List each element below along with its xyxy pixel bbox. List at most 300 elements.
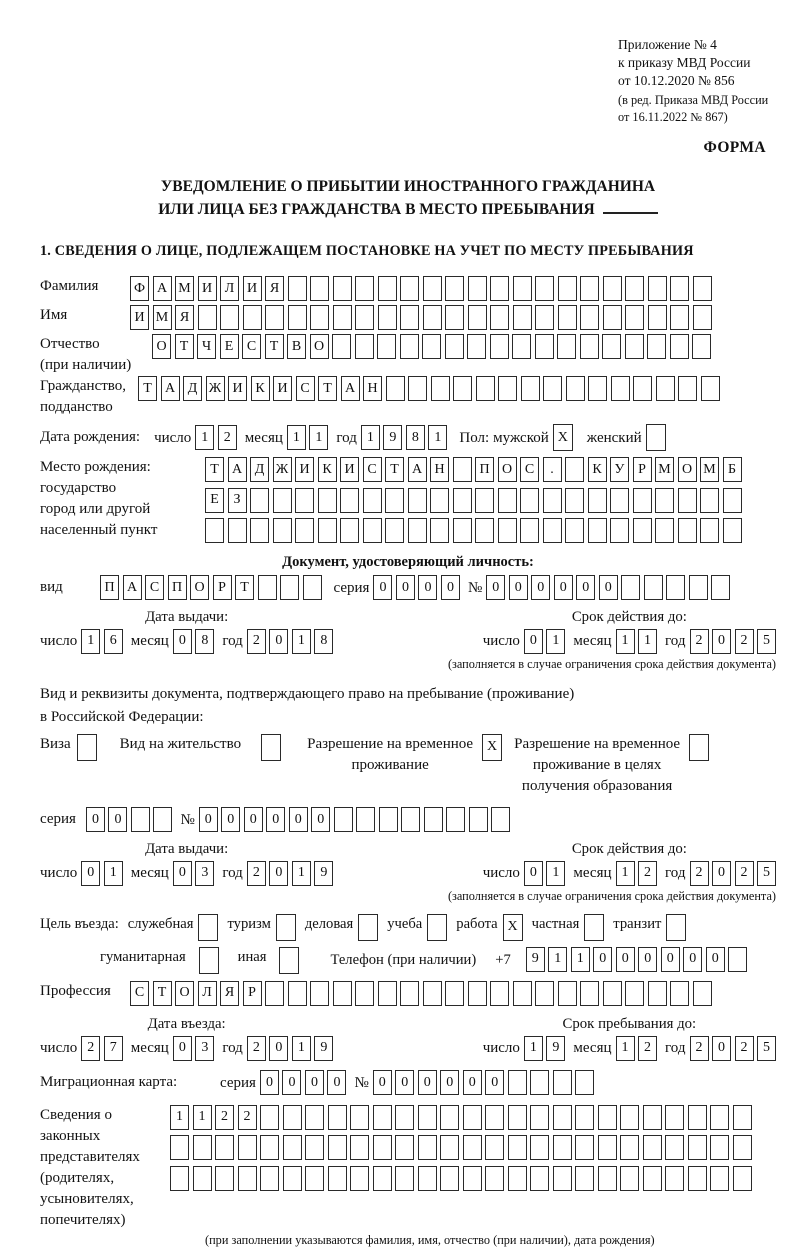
migration-series-cells[interactable] bbox=[260, 1070, 347, 1095]
birth-year-cells[interactable] bbox=[361, 425, 448, 450]
char-cell[interactable] bbox=[363, 518, 382, 543]
char-cell[interactable]: Т bbox=[153, 981, 172, 1006]
char-cell[interactable] bbox=[513, 276, 532, 301]
char-cell[interactable]: 1 bbox=[81, 629, 100, 654]
char-cell[interactable] bbox=[469, 807, 488, 832]
char-cell[interactable] bbox=[700, 488, 719, 513]
char-cell[interactable] bbox=[688, 1105, 707, 1130]
id-doc-issue-day[interactable] bbox=[81, 629, 123, 654]
char-cell[interactable]: 9 bbox=[526, 947, 545, 972]
char-cell[interactable]: Т bbox=[138, 376, 157, 401]
char-cell[interactable] bbox=[215, 1166, 234, 1191]
char-cell[interactable] bbox=[655, 488, 674, 513]
char-cell[interactable] bbox=[379, 807, 398, 832]
char-cell[interactable] bbox=[513, 981, 532, 1006]
char-cell[interactable] bbox=[693, 981, 712, 1006]
char-cell[interactable] bbox=[490, 276, 509, 301]
char-cell[interactable] bbox=[468, 276, 487, 301]
char-cell[interactable] bbox=[688, 1135, 707, 1160]
char-cell[interactable] bbox=[273, 518, 292, 543]
char-cell[interactable] bbox=[283, 1105, 302, 1130]
char-cell[interactable] bbox=[332, 334, 351, 359]
char-cell[interactable]: 0 bbox=[712, 861, 731, 886]
char-cell[interactable]: 1 bbox=[170, 1105, 189, 1130]
char-cell[interactable]: 0 bbox=[712, 1036, 731, 1061]
char-cell[interactable] bbox=[423, 276, 442, 301]
char-cell[interactable]: Ж bbox=[273, 457, 292, 482]
char-cell[interactable] bbox=[701, 376, 720, 401]
char-cell[interactable] bbox=[723, 518, 742, 543]
birth-day-cells[interactable] bbox=[195, 425, 237, 450]
birth-place-cells-row2[interactable] bbox=[205, 488, 742, 513]
char-cell[interactable] bbox=[700, 518, 719, 543]
char-cell[interactable]: X bbox=[503, 914, 523, 941]
char-cell[interactable] bbox=[602, 334, 621, 359]
char-cell[interactable]: 6 bbox=[104, 629, 123, 654]
residence-number-cells[interactable] bbox=[199, 807, 511, 832]
char-cell[interactable]: 1 bbox=[292, 629, 311, 654]
char-cell[interactable] bbox=[288, 981, 307, 1006]
char-cell[interactable] bbox=[543, 488, 562, 513]
char-cell[interactable] bbox=[295, 488, 314, 513]
char-cell[interactable] bbox=[350, 1166, 369, 1191]
char-cell[interactable] bbox=[530, 1135, 549, 1160]
id-doc-expiry-month[interactable] bbox=[616, 629, 658, 654]
char-cell[interactable]: Т bbox=[265, 334, 284, 359]
char-cell[interactable]: 2 bbox=[735, 1036, 754, 1061]
char-cell[interactable] bbox=[340, 488, 359, 513]
char-cell[interactable]: 2 bbox=[215, 1105, 234, 1130]
representatives-cells-row1[interactable] bbox=[170, 1105, 752, 1130]
char-cell[interactable] bbox=[193, 1135, 212, 1160]
char-cell[interactable]: 0 bbox=[554, 575, 573, 600]
char-cell[interactable] bbox=[670, 981, 689, 1006]
char-cell[interactable] bbox=[575, 1166, 594, 1191]
char-cell[interactable]: 0 bbox=[86, 807, 105, 832]
char-cell[interactable]: 2 bbox=[247, 1036, 266, 1061]
char-cell[interactable] bbox=[283, 1166, 302, 1191]
option-residence-permit-checkbox[interactable] bbox=[261, 734, 281, 761]
char-cell[interactable]: 2 bbox=[735, 861, 754, 886]
char-cell[interactable]: Е bbox=[220, 334, 239, 359]
char-cell[interactable]: 0 bbox=[638, 947, 657, 972]
char-cell[interactable]: С bbox=[130, 981, 149, 1006]
char-cell[interactable]: Ж bbox=[206, 376, 225, 401]
char-cell[interactable]: 0 bbox=[269, 861, 288, 886]
char-cell[interactable] bbox=[378, 981, 397, 1006]
char-cell[interactable] bbox=[535, 334, 554, 359]
char-cell[interactable] bbox=[476, 376, 495, 401]
char-cell[interactable]: 0 bbox=[418, 575, 437, 600]
purpose-business-checkbox[interactable] bbox=[358, 914, 378, 941]
char-cell[interactable]: . bbox=[543, 457, 562, 482]
char-cell[interactable] bbox=[318, 518, 337, 543]
char-cell[interactable]: Е bbox=[205, 488, 224, 513]
char-cell[interactable] bbox=[273, 488, 292, 513]
purpose-transit-checkbox[interactable] bbox=[666, 914, 686, 941]
char-cell[interactable]: Ч bbox=[197, 334, 216, 359]
char-cell[interactable] bbox=[445, 276, 464, 301]
char-cell[interactable] bbox=[258, 575, 277, 600]
char-cell[interactable] bbox=[647, 334, 666, 359]
char-cell[interactable] bbox=[603, 276, 622, 301]
char-cell[interactable]: 0 bbox=[260, 1070, 279, 1095]
char-cell[interactable]: 0 bbox=[463, 1070, 482, 1095]
char-cell[interactable] bbox=[440, 1105, 459, 1130]
char-cell[interactable] bbox=[378, 276, 397, 301]
char-cell[interactable]: О bbox=[678, 457, 697, 482]
char-cell[interactable] bbox=[418, 1166, 437, 1191]
char-cell[interactable] bbox=[295, 518, 314, 543]
char-cell[interactable]: 0 bbox=[486, 575, 505, 600]
char-cell[interactable] bbox=[198, 914, 218, 941]
char-cell[interactable]: 0 bbox=[524, 629, 543, 654]
char-cell[interactable]: 1 bbox=[292, 861, 311, 886]
char-cell[interactable]: И bbox=[228, 376, 247, 401]
char-cell[interactable] bbox=[475, 518, 494, 543]
char-cell[interactable] bbox=[386, 376, 405, 401]
id-doc-number-cells[interactable] bbox=[486, 575, 730, 600]
char-cell[interactable] bbox=[692, 334, 711, 359]
char-cell[interactable] bbox=[440, 1166, 459, 1191]
char-cell[interactable] bbox=[328, 1135, 347, 1160]
char-cell[interactable] bbox=[395, 1135, 414, 1160]
char-cell[interactable]: К bbox=[318, 457, 337, 482]
char-cell[interactable]: 1 bbox=[616, 861, 635, 886]
char-cell[interactable] bbox=[553, 1166, 572, 1191]
char-cell[interactable] bbox=[665, 1166, 684, 1191]
char-cell[interactable]: А bbox=[228, 457, 247, 482]
char-cell[interactable]: 0 bbox=[440, 1070, 459, 1095]
char-cell[interactable] bbox=[400, 981, 419, 1006]
char-cell[interactable] bbox=[445, 981, 464, 1006]
id-doc-issue-year[interactable] bbox=[247, 629, 334, 654]
char-cell[interactable] bbox=[733, 1105, 752, 1130]
char-cell[interactable] bbox=[644, 575, 663, 600]
char-cell[interactable] bbox=[440, 1135, 459, 1160]
char-cell[interactable] bbox=[513, 305, 532, 330]
char-cell[interactable] bbox=[463, 1105, 482, 1130]
char-cell[interactable]: 5 bbox=[757, 861, 776, 886]
id-doc-expiry-day[interactable] bbox=[524, 629, 566, 654]
char-cell[interactable]: 1 bbox=[548, 947, 567, 972]
char-cell[interactable]: Т bbox=[318, 376, 337, 401]
char-cell[interactable] bbox=[431, 376, 450, 401]
char-cell[interactable] bbox=[508, 1135, 527, 1160]
char-cell[interactable]: Р bbox=[243, 981, 262, 1006]
char-cell[interactable] bbox=[170, 1135, 189, 1160]
char-cell[interactable] bbox=[508, 1166, 527, 1191]
char-cell[interactable] bbox=[580, 305, 599, 330]
char-cell[interactable] bbox=[558, 305, 577, 330]
char-cell[interactable]: О bbox=[498, 457, 517, 482]
char-cell[interactable] bbox=[557, 334, 576, 359]
char-cell[interactable]: 1 bbox=[524, 1036, 543, 1061]
char-cell[interactable] bbox=[228, 518, 247, 543]
char-cell[interactable]: 2 bbox=[247, 861, 266, 886]
char-cell[interactable] bbox=[305, 1166, 324, 1191]
char-cell[interactable] bbox=[468, 305, 487, 330]
char-cell[interactable] bbox=[620, 1105, 639, 1130]
char-cell[interactable] bbox=[733, 1166, 752, 1191]
char-cell[interactable] bbox=[580, 334, 599, 359]
option-temp-residence-checkbox[interactable] bbox=[482, 734, 502, 761]
char-cell[interactable] bbox=[666, 575, 685, 600]
char-cell[interactable] bbox=[350, 1105, 369, 1130]
char-cell[interactable] bbox=[723, 488, 742, 513]
char-cell[interactable] bbox=[584, 914, 604, 941]
purpose-work-checkbox[interactable] bbox=[503, 914, 523, 941]
char-cell[interactable] bbox=[305, 1105, 324, 1130]
char-cell[interactable]: Р bbox=[213, 575, 232, 600]
char-cell[interactable]: 0 bbox=[683, 947, 702, 972]
char-cell[interactable]: 0 bbox=[173, 861, 192, 886]
char-cell[interactable]: 0 bbox=[311, 807, 330, 832]
id-doc-issue-month[interactable] bbox=[173, 629, 215, 654]
char-cell[interactable] bbox=[643, 1166, 662, 1191]
char-cell[interactable]: Я bbox=[175, 305, 194, 330]
char-cell[interactable] bbox=[305, 1135, 324, 1160]
char-cell[interactable] bbox=[553, 1135, 572, 1160]
entry-year[interactable] bbox=[247, 1036, 334, 1061]
char-cell[interactable] bbox=[288, 305, 307, 330]
char-cell[interactable]: 0 bbox=[282, 1070, 301, 1095]
char-cell[interactable] bbox=[485, 1105, 504, 1130]
residence-issue-month[interactable] bbox=[173, 861, 215, 886]
char-cell[interactable] bbox=[131, 807, 150, 832]
char-cell[interactable] bbox=[508, 1070, 527, 1095]
char-cell[interactable] bbox=[580, 276, 599, 301]
char-cell[interactable] bbox=[588, 376, 607, 401]
char-cell[interactable] bbox=[678, 488, 697, 513]
char-cell[interactable]: И bbox=[340, 457, 359, 482]
char-cell[interactable]: 0 bbox=[81, 861, 100, 886]
char-cell[interactable] bbox=[643, 1105, 662, 1130]
id-doc-series-cells[interactable] bbox=[373, 575, 460, 600]
char-cell[interactable]: М bbox=[700, 457, 719, 482]
char-cell[interactable]: 8 bbox=[195, 629, 214, 654]
char-cell[interactable] bbox=[670, 276, 689, 301]
char-cell[interactable]: 1 bbox=[571, 947, 590, 972]
phone-cells[interactable] bbox=[526, 947, 748, 972]
char-cell[interactable]: 0 bbox=[108, 807, 127, 832]
char-cell[interactable] bbox=[490, 981, 509, 1006]
residence-issue-year[interactable] bbox=[247, 861, 334, 886]
char-cell[interactable] bbox=[566, 376, 585, 401]
char-cell[interactable] bbox=[710, 1166, 729, 1191]
char-cell[interactable]: 0 bbox=[485, 1070, 504, 1095]
char-cell[interactable] bbox=[498, 488, 517, 513]
char-cell[interactable]: 0 bbox=[524, 861, 543, 886]
char-cell[interactable] bbox=[170, 1166, 189, 1191]
char-cell[interactable] bbox=[512, 334, 531, 359]
char-cell[interactable] bbox=[575, 1105, 594, 1130]
char-cell[interactable]: Л bbox=[220, 276, 239, 301]
char-cell[interactable] bbox=[553, 1070, 572, 1095]
profession-cells[interactable] bbox=[130, 981, 712, 1006]
char-cell[interactable] bbox=[535, 981, 554, 1006]
representatives-cells-row3[interactable] bbox=[170, 1166, 752, 1191]
char-cell[interactable] bbox=[646, 424, 666, 451]
char-cell[interactable] bbox=[565, 518, 584, 543]
char-cell[interactable] bbox=[260, 1135, 279, 1160]
char-cell[interactable]: П bbox=[475, 457, 494, 482]
stay-day[interactable] bbox=[524, 1036, 566, 1061]
char-cell[interactable]: И bbox=[273, 376, 292, 401]
char-cell[interactable] bbox=[334, 807, 353, 832]
char-cell[interactable] bbox=[655, 518, 674, 543]
char-cell[interactable] bbox=[508, 1105, 527, 1130]
char-cell[interactable]: 0 bbox=[706, 947, 725, 972]
char-cell[interactable] bbox=[310, 276, 329, 301]
char-cell[interactable]: А bbox=[341, 376, 360, 401]
char-cell[interactable] bbox=[710, 1105, 729, 1130]
char-cell[interactable] bbox=[395, 1166, 414, 1191]
char-cell[interactable] bbox=[408, 518, 427, 543]
char-cell[interactable] bbox=[423, 981, 442, 1006]
char-cell[interactable]: Д bbox=[183, 376, 202, 401]
char-cell[interactable] bbox=[310, 305, 329, 330]
char-cell[interactable] bbox=[565, 488, 584, 513]
char-cell[interactable] bbox=[463, 1135, 482, 1160]
char-cell[interactable] bbox=[621, 575, 640, 600]
char-cell[interactable] bbox=[453, 457, 472, 482]
char-cell[interactable]: 9 bbox=[546, 1036, 565, 1061]
char-cell[interactable]: 0 bbox=[373, 575, 392, 600]
char-cell[interactable]: С bbox=[145, 575, 164, 600]
purpose-tourism-checkbox[interactable] bbox=[276, 914, 296, 941]
char-cell[interactable] bbox=[625, 334, 644, 359]
char-cell[interactable] bbox=[220, 305, 239, 330]
char-cell[interactable] bbox=[385, 518, 404, 543]
char-cell[interactable] bbox=[498, 518, 517, 543]
char-cell[interactable] bbox=[491, 807, 510, 832]
char-cell[interactable]: 1 bbox=[546, 629, 565, 654]
char-cell[interactable]: Р bbox=[633, 457, 652, 482]
char-cell[interactable] bbox=[463, 1166, 482, 1191]
char-cell[interactable]: 0 bbox=[266, 807, 285, 832]
char-cell[interactable] bbox=[620, 1166, 639, 1191]
char-cell[interactable] bbox=[238, 1135, 257, 1160]
char-cell[interactable] bbox=[733, 1135, 752, 1160]
char-cell[interactable] bbox=[215, 1135, 234, 1160]
char-cell[interactable] bbox=[689, 575, 708, 600]
char-cell[interactable]: М bbox=[175, 276, 194, 301]
char-cell[interactable] bbox=[625, 305, 644, 330]
char-cell[interactable] bbox=[333, 276, 352, 301]
char-cell[interactable] bbox=[453, 518, 472, 543]
char-cell[interactable]: Я bbox=[220, 981, 239, 1006]
char-cell[interactable] bbox=[373, 1135, 392, 1160]
char-cell[interactable] bbox=[467, 334, 486, 359]
char-cell[interactable] bbox=[279, 947, 299, 974]
char-cell[interactable] bbox=[530, 1166, 549, 1191]
sex-male-checkbox[interactable] bbox=[553, 424, 573, 451]
char-cell[interactable]: 9 bbox=[383, 425, 402, 450]
char-cell[interactable] bbox=[261, 734, 281, 761]
char-cell[interactable] bbox=[355, 305, 374, 330]
char-cell[interactable] bbox=[408, 488, 427, 513]
char-cell[interactable] bbox=[490, 334, 509, 359]
char-cell[interactable]: 1 bbox=[195, 425, 214, 450]
purpose-official-checkbox[interactable] bbox=[198, 914, 218, 941]
id-doc-expiry-year[interactable] bbox=[690, 629, 777, 654]
char-cell[interactable] bbox=[288, 276, 307, 301]
char-cell[interactable]: В bbox=[287, 334, 306, 359]
char-cell[interactable] bbox=[418, 1105, 437, 1130]
char-cell[interactable] bbox=[355, 981, 374, 1006]
char-cell[interactable] bbox=[377, 334, 396, 359]
char-cell[interactable]: 2 bbox=[81, 1036, 100, 1061]
char-cell[interactable]: У bbox=[610, 457, 629, 482]
char-cell[interactable] bbox=[530, 1070, 549, 1095]
char-cell[interactable] bbox=[408, 376, 427, 401]
char-cell[interactable] bbox=[598, 1135, 617, 1160]
char-cell[interactable] bbox=[670, 305, 689, 330]
char-cell[interactable]: 1 bbox=[104, 861, 123, 886]
char-cell[interactable] bbox=[620, 1135, 639, 1160]
char-cell[interactable] bbox=[205, 518, 224, 543]
representatives-cells-row2[interactable] bbox=[170, 1135, 752, 1160]
char-cell[interactable]: 0 bbox=[418, 1070, 437, 1095]
char-cell[interactable]: О bbox=[190, 575, 209, 600]
char-cell[interactable]: 1 bbox=[193, 1105, 212, 1130]
char-cell[interactable]: И bbox=[198, 276, 217, 301]
char-cell[interactable]: М bbox=[655, 457, 674, 482]
char-cell[interactable] bbox=[333, 305, 352, 330]
char-cell[interactable] bbox=[625, 276, 644, 301]
char-cell[interactable] bbox=[498, 376, 517, 401]
option-temp-residence-education-checkbox[interactable] bbox=[689, 734, 709, 761]
purpose-other-checkbox[interactable] bbox=[279, 947, 299, 974]
option-visa-checkbox[interactable] bbox=[77, 734, 97, 761]
residence-series-cells[interactable] bbox=[86, 807, 173, 832]
char-cell[interactable]: С bbox=[363, 457, 382, 482]
char-cell[interactable]: 0 bbox=[244, 807, 263, 832]
char-cell[interactable]: 0 bbox=[395, 1070, 414, 1095]
char-cell[interactable]: О bbox=[310, 334, 329, 359]
birth-place-cells-row3[interactable] bbox=[205, 518, 742, 543]
char-cell[interactable] bbox=[199, 947, 219, 974]
char-cell[interactable]: 9 bbox=[314, 1036, 333, 1061]
char-cell[interactable] bbox=[265, 981, 284, 1006]
char-cell[interactable]: X bbox=[553, 424, 573, 451]
purpose-study-checkbox[interactable] bbox=[427, 914, 447, 941]
char-cell[interactable]: Д bbox=[250, 457, 269, 482]
char-cell[interactable]: 0 bbox=[269, 629, 288, 654]
char-cell[interactable]: Н bbox=[430, 457, 449, 482]
char-cell[interactable] bbox=[446, 807, 465, 832]
char-cell[interactable]: 0 bbox=[173, 1036, 192, 1061]
char-cell[interactable] bbox=[678, 518, 697, 543]
char-cell[interactable] bbox=[485, 1135, 504, 1160]
char-cell[interactable]: А bbox=[153, 276, 172, 301]
char-cell[interactable]: 0 bbox=[221, 807, 240, 832]
char-cell[interactable] bbox=[603, 305, 622, 330]
char-cell[interactable] bbox=[575, 1135, 594, 1160]
patronymic-cells[interactable] bbox=[152, 334, 711, 359]
char-cell[interactable] bbox=[333, 981, 352, 1006]
char-cell[interactable]: 0 bbox=[305, 1070, 324, 1095]
sex-female-checkbox[interactable] bbox=[646, 424, 666, 451]
char-cell[interactable]: 0 bbox=[269, 1036, 288, 1061]
char-cell[interactable] bbox=[530, 1105, 549, 1130]
birth-place-cells-row1[interactable] bbox=[205, 457, 742, 482]
char-cell[interactable]: 0 bbox=[289, 807, 308, 832]
char-cell[interactable]: 2 bbox=[735, 629, 754, 654]
char-cell[interactable] bbox=[693, 276, 712, 301]
citizenship-cells[interactable] bbox=[138, 376, 720, 401]
